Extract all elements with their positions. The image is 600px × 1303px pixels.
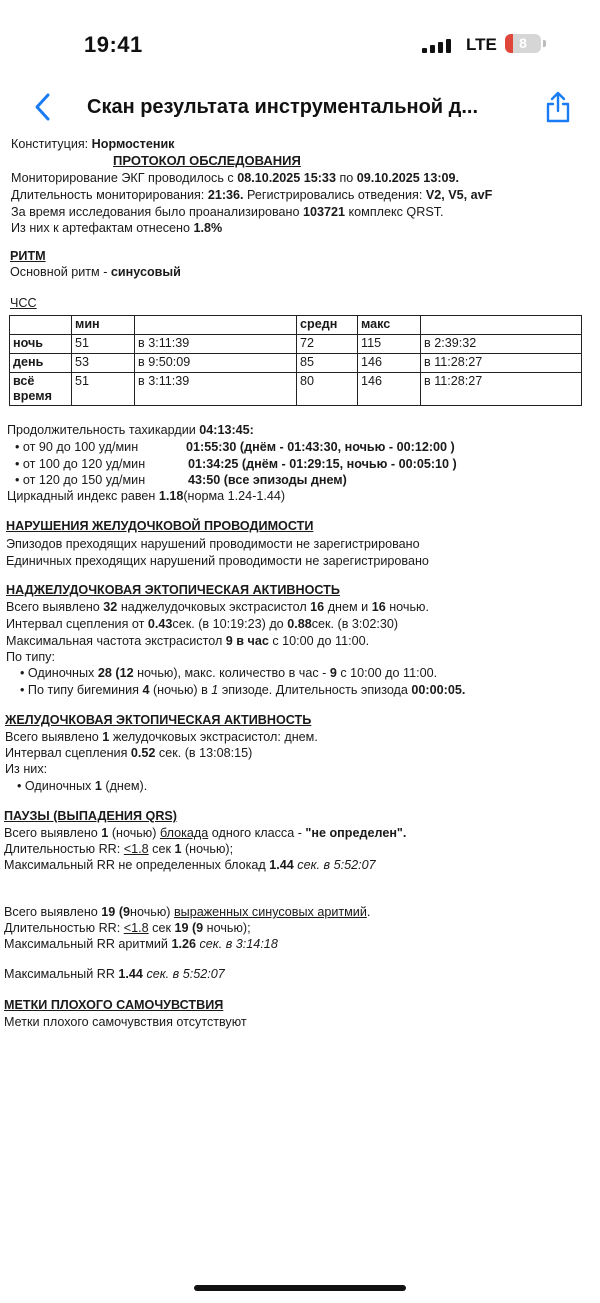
sv-total-line: Всего выявлено 32 наджелудочковых экстрасистол 16 днем и 16 ночью. [6, 600, 429, 614]
cellular-signal-icon [422, 37, 456, 53]
battery-icon [505, 34, 541, 53]
table-row [10, 354, 582, 373]
table-row [10, 373, 582, 406]
tachy-value-3: 43:50 (все эпизоды днем) [188, 473, 347, 487]
back-button[interactable] [32, 90, 54, 124]
share-icon [544, 90, 572, 124]
arrhythmia-max-line: Максимальный RR аритмий 1.26 сек. в 3:14:18 [4, 937, 278, 951]
status-bar [0, 0, 600, 90]
table-cell [421, 316, 582, 335]
share-button[interactable] [544, 90, 572, 124]
hr-heading: ЧСС [10, 296, 37, 310]
table-cell: в 3:11:39 [135, 373, 297, 406]
battery-level: 8 [519, 35, 527, 51]
table-cell: ночь [10, 335, 72, 354]
network-type: LTE [466, 35, 497, 54]
table-cell: в 11:28:27 [421, 354, 582, 373]
tachy-range-3: • от 120 до 150 уд/мин [15, 473, 146, 487]
artifacts-line: Из них к артефактам отнесено 1.8% [11, 221, 223, 235]
v-interval-line: Интервал сцепления 0.52 сек. (в 13:08:15) [5, 746, 253, 760]
tachy-line: Продолжительность тахикардии 04:13:45: [7, 423, 254, 437]
battery-cap [543, 40, 546, 47]
sv-bigeminy-line: • По типу бигеминия 4 (ночью) в 1 эпизоде. Длительность эпизода 00:00:05. [20, 683, 466, 697]
table-cell: 146 [358, 373, 421, 406]
sv-heading: НАДЖЕЛУДОЧКОВАЯ ЭКТОПИЧЕСКАЯ АКТИВНОСТЬ [6, 583, 340, 597]
table-cell: в 3:11:39 [135, 335, 297, 354]
table-cell: 51 [72, 335, 135, 354]
arrhythmia-total-line: Всего выявлено 19 (9ночью) выраженных синусовых аритмий. [4, 905, 371, 919]
sv-type-label: По типу: [6, 650, 55, 664]
duration-line: Длительность мониторирования: 21:36. Регистрировались отведения: V2, V5, avF [11, 188, 493, 202]
status-time: 19:41 [84, 32, 143, 57]
table-cell [135, 316, 297, 335]
chevron-left-icon [32, 90, 54, 124]
rhythm-line: Основной ритм - синусовый [10, 265, 181, 279]
wellbeing-heading: МЕТКИ ПЛОХОГО САМОЧУВСТВИЯ [4, 998, 224, 1012]
v-of-them: Из них: [5, 762, 48, 776]
table-cell: день [10, 354, 72, 373]
vent-conduction-heading: НАРУШЕНИЯ ЖЕЛУДОЧКОВОЙ ПРОВОДИМОСТИ [6, 519, 314, 533]
max-rr-line: Максимальный RR 1.44 сек. в 5:52:07 [4, 967, 225, 981]
table-cell: 53 [72, 354, 135, 373]
pause-rr-line: Длительностью RR: <1.8 сек 1 (ночью); [4, 842, 234, 856]
table-cell: всё время [10, 373, 72, 406]
tachy-range-1: • от 90 до 100 уд/мин [15, 440, 139, 454]
table-cell: в 9:50:09 [135, 354, 297, 373]
navigation-bar [0, 88, 600, 128]
table-cell: 146 [358, 354, 421, 373]
analyzed-line: За время исследования было проанализировано 103721 комплекс QRST. [11, 205, 444, 219]
home-indicator[interactable] [194, 1285, 406, 1291]
table-cell: 80 [297, 373, 358, 406]
page-title: Скан результата инструментальной д... [87, 96, 479, 118]
v-single-line: • Одиночных 1 (днем). [17, 779, 148, 793]
hr-table [9, 315, 582, 406]
table-header-row [10, 316, 582, 335]
pause-total-line: Всего выявлено 1 (ночью) блокада одного класса - "не определен". [4, 826, 407, 840]
tachy-range-2: • от 100 до 120 уд/мин [15, 457, 146, 471]
pause-max-line: Максимальный RR не определенных блокад 1.44 сек. в 5:52:07 [4, 858, 376, 872]
table-cell: 85 [297, 354, 358, 373]
protocol-title: ПРОТОКОЛ ОБСЛЕДОВАНИЯ [113, 153, 301, 168]
table-cell: 51 [72, 373, 135, 406]
circadian-line: Циркадный индекс равен 1.18(норма 1.24-1.44) [7, 489, 286, 503]
tachy-value-1: 01:55:30 (днём - 01:43:30, ночью - 00:12:00 ) [186, 440, 455, 454]
table-cell: макс [358, 316, 421, 335]
vent-conduction-line-1: Эпизодов преходящих нарушений проводимости не зарегистрировано [6, 537, 420, 551]
wellbeing-text: Метки плохого самочувствия отсутствуют [4, 1015, 247, 1029]
pause-heading: ПАУЗЫ (ВЫПАДЕНИЯ QRS) [4, 809, 178, 823]
sv-single-line: • Одиночных 28 (12 ночью), макс. количество в час - 9 с 10:00 до 11:00. [20, 666, 438, 680]
table-cell: в 2:39:32 [421, 335, 582, 354]
arrhythmia-rr-line: Длительностью RR: <1.8 сек 19 (9 ночью); [4, 921, 251, 935]
table-row [10, 335, 582, 354]
v-heading: ЖЕЛУДОЧКОВАЯ ЭКТОПИЧЕСКАЯ АКТИВНОСТЬ [5, 713, 312, 727]
monitoring-line: Мониторирование ЭКГ проводилось с 08.10.2025 15:33 по 09.10.2025 13:09. [11, 171, 460, 185]
table-cell [10, 316, 72, 335]
vent-conduction-line-2: Единичных преходящих нарушений проводимости не зарегистрировано [6, 554, 429, 568]
sv-max-line: Максимальная частота экстрасистол 9 в час с 10:00 до 11:00. [6, 634, 370, 648]
table-cell: средн [297, 316, 358, 335]
table-cell: 115 [358, 335, 421, 354]
rhythm-heading: РИТМ [10, 249, 46, 263]
constitution-line: Конституция: Нормостеник [11, 137, 175, 151]
constitution-value: Нормостеник [91, 137, 175, 151]
tachy-value-2: 01:34:25 (днём - 01:29:15, ночью - 00:05:10 ) [188, 457, 457, 471]
table-cell: 72 [297, 335, 358, 354]
sv-interval-line: Интервал сцепления от 0.43сек. (в 10:19:23) до 0.88сек. (в 3:02:30) [6, 617, 399, 631]
v-total-line: Всего выявлено 1 желудочковых экстрасистол: днем. [5, 730, 318, 744]
table-cell: мин [72, 316, 135, 335]
table-cell: в 11:28:27 [421, 373, 582, 406]
